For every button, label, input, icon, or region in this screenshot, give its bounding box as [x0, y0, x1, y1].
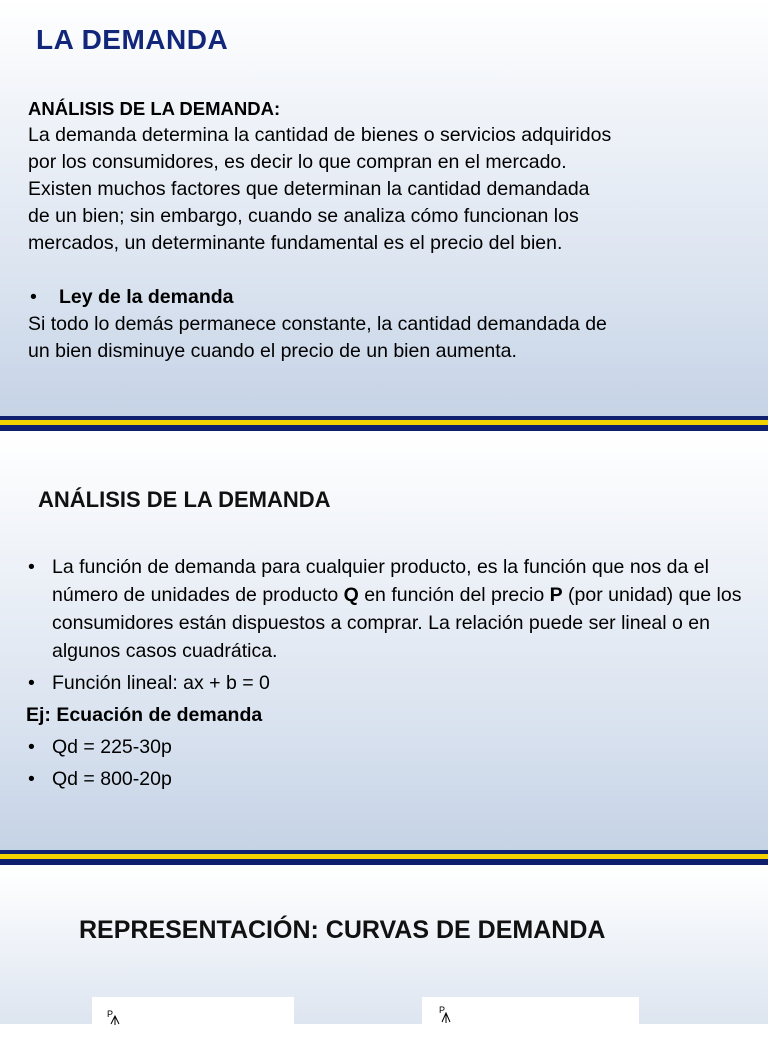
slide-separator: [0, 850, 768, 870]
slide-2-title: ANÁLISIS DE LA DEMANDA: [38, 487, 331, 512]
price-axis-label: P: [439, 1005, 446, 1015]
axis-arrow-icon: [440, 1011, 460, 1023]
slide-1-body: [28, 95, 728, 365]
paragraph-line: mercados, un determinante fundamental es el precio del bien.: [28, 232, 563, 254]
text-part: (por unidad) que los consumidores están dispuestos a comprar. La relación puede ser lineal o en algunos casos cuadrática.: [52, 584, 742, 662]
list-item: [28, 765, 758, 793]
q-symbol: Q: [343, 584, 359, 606]
example-heading: Ej: Ecuación de demanda: [26, 704, 263, 726]
paragraph-line: de un bien; sin embargo, cuando se analiza cómo funcionan los: [28, 205, 579, 227]
slide-2-list: [28, 553, 758, 797]
equation-text: Qd = 800-20p: [52, 768, 172, 790]
law-line: un bien disminuye cuando el precio de un bien aumenta.: [28, 340, 517, 362]
p-symbol: P: [549, 584, 563, 606]
equation-text: Qd = 225-30p: [52, 736, 172, 758]
slide-1: [0, 0, 768, 416]
demand-curve-graph-left: [92, 997, 294, 1037]
text-part: en función del precio: [358, 584, 550, 606]
list-item: [28, 669, 758, 697]
linear-function-text: Función lineal: ax + b = 0: [52, 672, 270, 694]
slide-1-title: LA DEMANDA: [36, 24, 229, 55]
list-item: [28, 553, 758, 665]
bullet-icon: •: [28, 556, 35, 578]
price-axis-label: P: [107, 1009, 114, 1019]
paragraph-line: Existen muchos factores que determinan la cantidad demandada: [28, 178, 590, 200]
slide-separator: [0, 416, 768, 436]
demand-curve-graph-right: [422, 997, 639, 1037]
law-line: Si todo lo demás permanece constante, la cantidad demandada de: [28, 313, 607, 335]
list-item: [28, 733, 758, 761]
bullet-icon: •: [28, 736, 35, 758]
paragraph-line: por los consumidores, es decir lo que compran en el mercado.: [28, 151, 567, 173]
law-bullet: [28, 284, 728, 311]
text-part: La función de demanda para cualquier producto, es la función que nos da el número de unidades de producto: [52, 556, 709, 606]
paragraph-line: La demanda determina la cantidad de bienes o servicios adquiridos: [28, 124, 612, 146]
bullet-icon: •: [30, 286, 37, 308]
bullet-icon: •: [28, 672, 35, 694]
law-heading: Ley de la demanda: [59, 286, 234, 308]
demand-function-text: [52, 553, 758, 665]
analysis-heading: ANÁLISIS DE LA DEMANDA:: [28, 98, 281, 119]
slide-3-title: REPRESENTACIÓN: CURVAS DE DEMANDA: [79, 916, 606, 944]
bullet-icon: •: [28, 768, 35, 790]
